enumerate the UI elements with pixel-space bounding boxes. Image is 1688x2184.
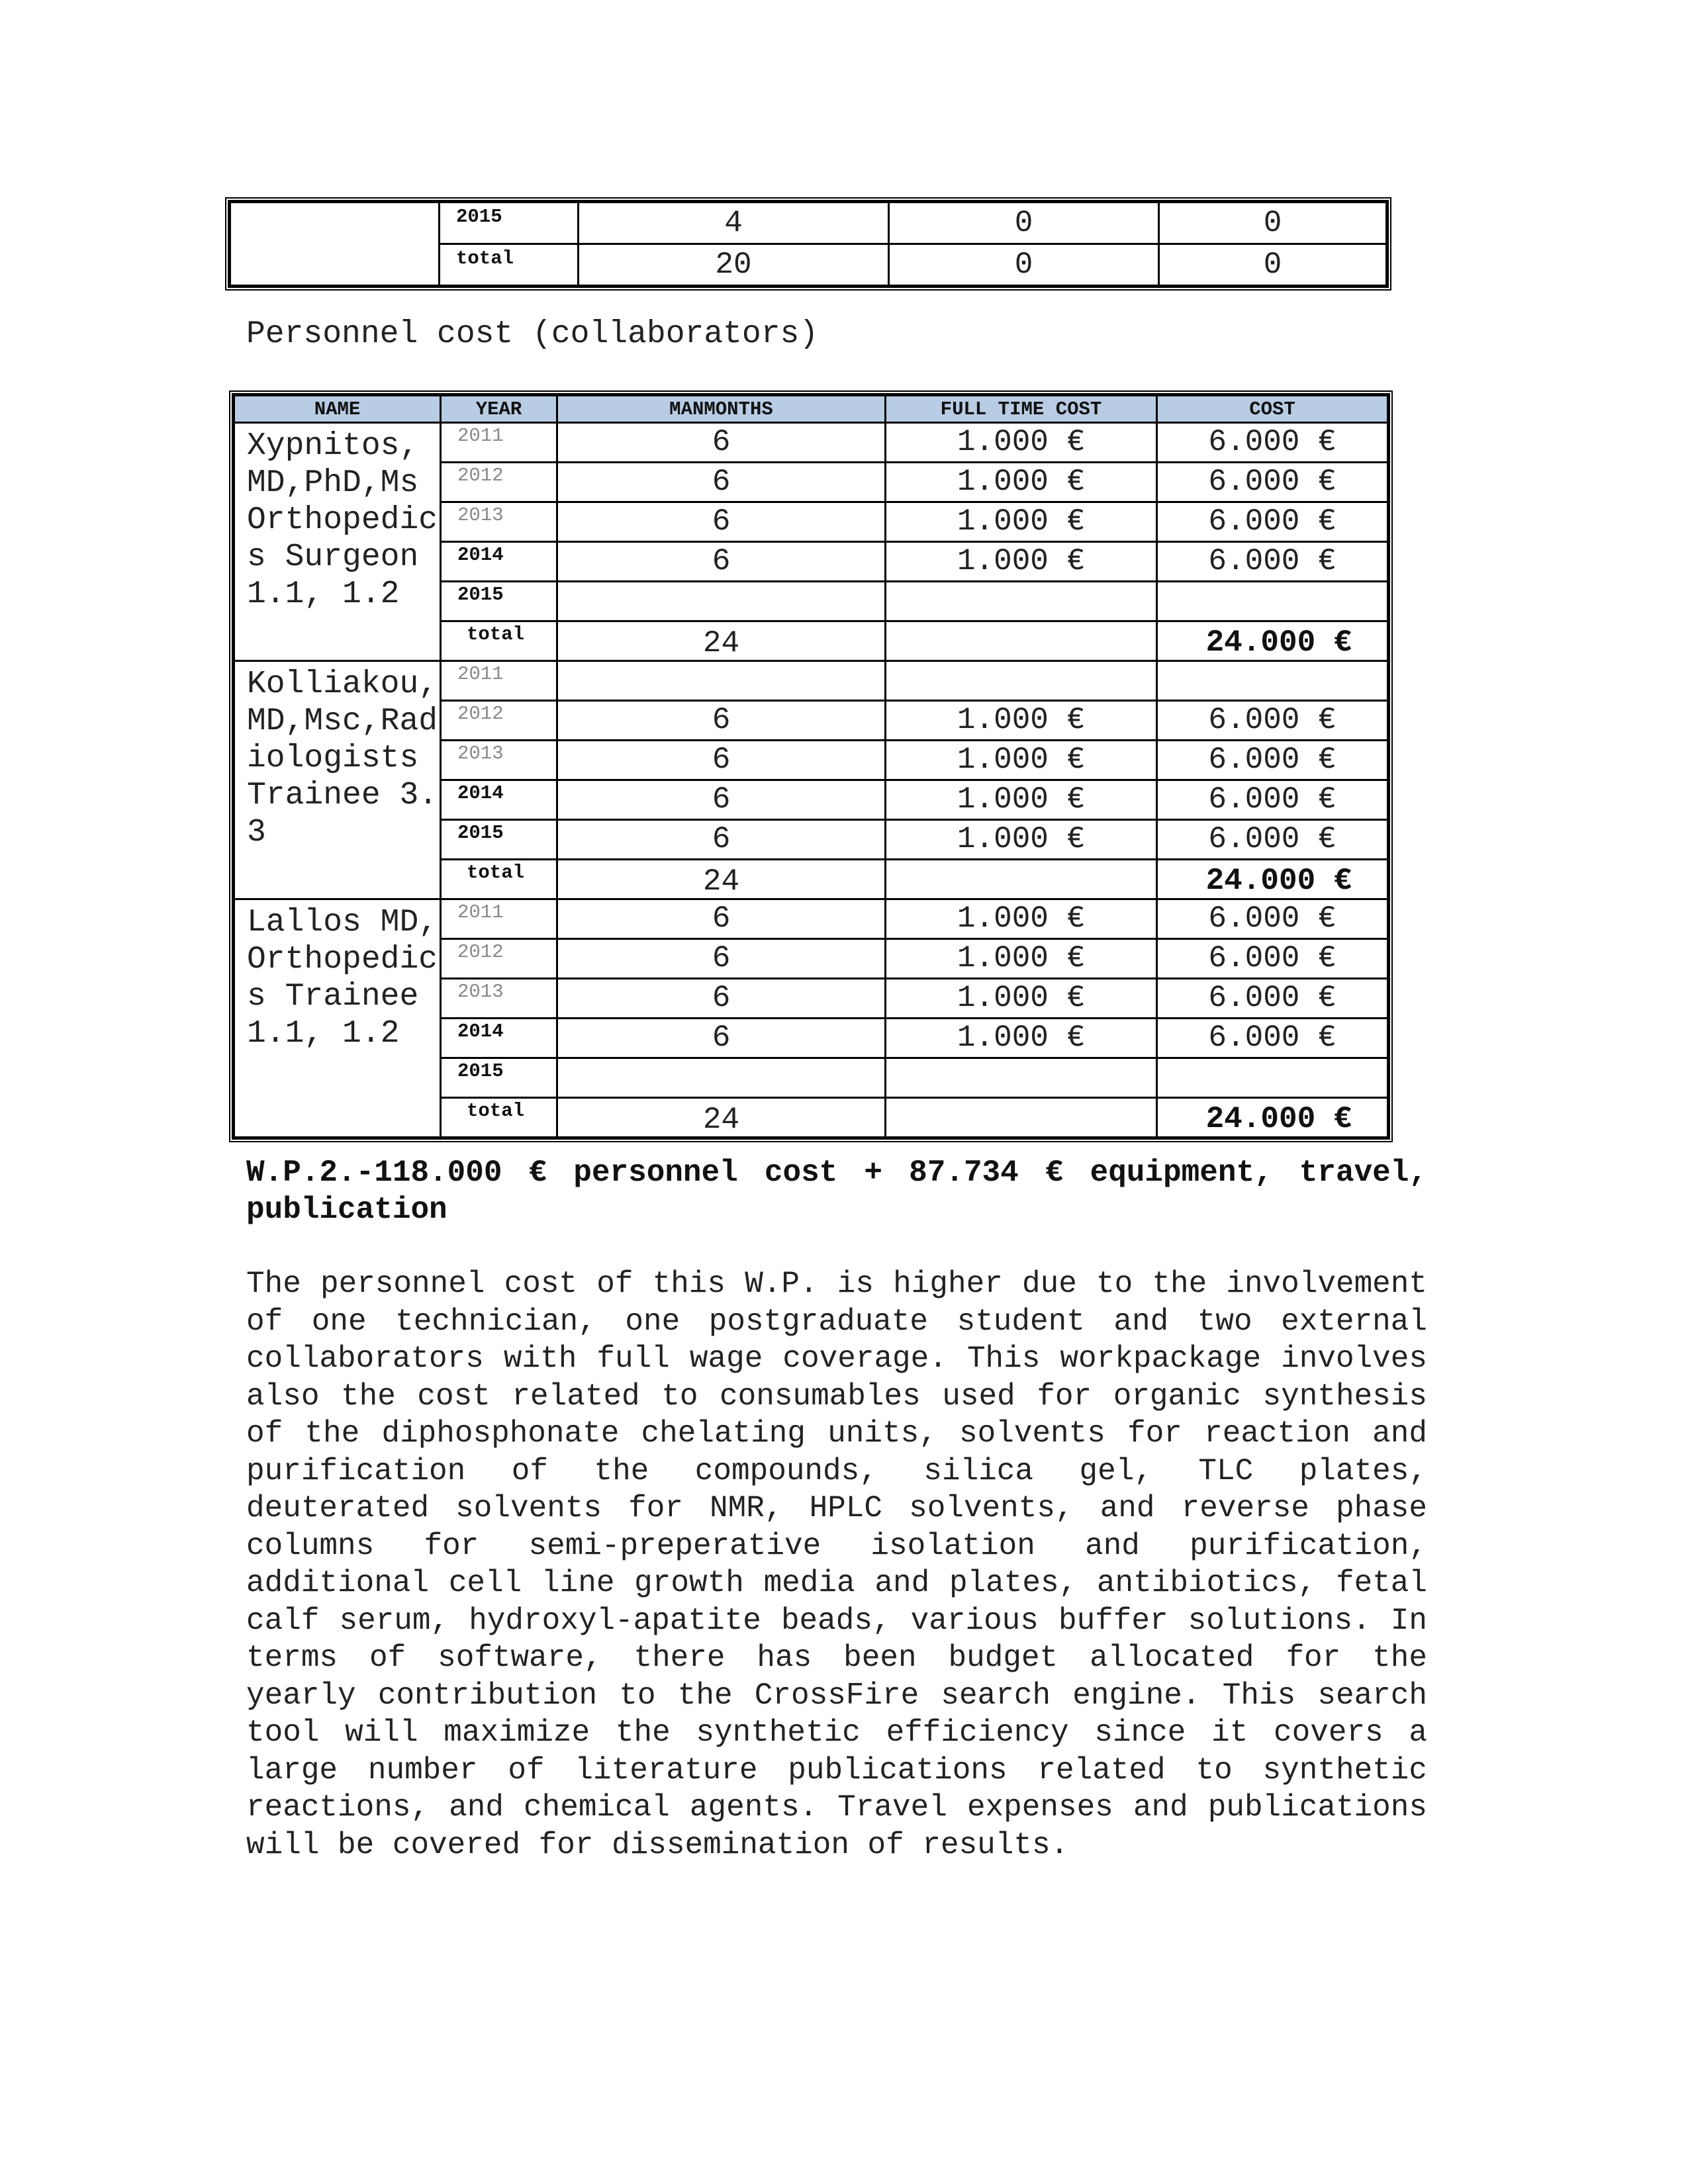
- manmonths-cell: 6: [557, 939, 886, 979]
- header-full-time-cost: FULL TIME COST: [886, 396, 1157, 423]
- cost-cell: 6.000 €: [1157, 1019, 1388, 1058]
- full-time-cost-cell: [886, 1058, 1157, 1098]
- total-cost-cell: 24.000 €: [1157, 860, 1388, 899]
- full-time-cost-cell: 1.000 €: [886, 899, 1157, 939]
- empty-name-cell: [230, 203, 440, 286]
- cost-cell: [1157, 582, 1388, 621]
- manmonths-cell: 24: [557, 621, 886, 661]
- full-time-cost-cell: 1.000 €: [886, 701, 1157, 741]
- manmonths-cell: 24: [557, 860, 886, 899]
- cost-cell: 6.000 €: [1157, 820, 1388, 860]
- year-cell: 2015: [441, 820, 557, 860]
- year-cell: 2015: [440, 203, 579, 244]
- cost-cell: 6.000 €: [1157, 502, 1388, 542]
- cost-cell: 6.000 €: [1157, 780, 1388, 820]
- year-cell: 2014: [441, 1019, 557, 1058]
- manmonths-cell: [557, 1058, 886, 1098]
- header-manmonths: MANMONTHS: [557, 396, 886, 423]
- manmonths-cell: 6: [557, 463, 886, 502]
- full-time-cost-cell: [886, 860, 1157, 899]
- manmonths-cell: 4: [579, 203, 889, 244]
- year-cell: 2011: [441, 661, 557, 701]
- manmonths-cell: 6: [557, 820, 886, 860]
- header-name: NAME: [234, 396, 441, 423]
- manmonths-cell: 20: [579, 244, 889, 286]
- cost-cell: 6.000 €: [1157, 741, 1388, 780]
- year-cell: total: [441, 621, 557, 661]
- manmonths-cell: 6: [557, 423, 886, 463]
- cost-cell: 6.000 €: [1157, 979, 1388, 1019]
- full-time-cost-cell: [886, 582, 1157, 621]
- cost-cell: 6.000 €: [1157, 463, 1388, 502]
- value-cell: 0: [1159, 203, 1387, 244]
- full-time-cost-cell: [886, 1098, 1157, 1138]
- full-time-cost-cell: 1.000 €: [886, 741, 1157, 780]
- cost-cell: [1157, 661, 1388, 701]
- collaborator-name: Kolliakou, MD,Msc,Radiologists Trainee 3.3: [234, 661, 441, 899]
- table-row: [230, 203, 1387, 244]
- total-cost-cell: 24.000 €: [1157, 621, 1388, 661]
- header-year: YEAR: [441, 396, 557, 423]
- full-time-cost-cell: [886, 661, 1157, 701]
- collaborator-name: Xypnitos, MD,PhD,Ms Orthopedics Surgeon 1.1, 1.2: [234, 423, 441, 661]
- manmonths-cell: 6: [557, 701, 886, 741]
- manmonths-cell: 6: [557, 542, 886, 582]
- year-cell: 2013: [441, 741, 557, 780]
- collaborators-table: [233, 394, 1389, 1138]
- collaborators-table-wrapper: [229, 390, 1393, 1142]
- full-time-cost-cell: 1.000 €: [886, 502, 1157, 542]
- year-cell: 2015: [441, 1058, 557, 1098]
- manmonths-cell: 6: [557, 979, 886, 1019]
- year-cell: 2011: [441, 423, 557, 463]
- year-cell: 2012: [441, 939, 557, 979]
- manmonths-cell: 6: [557, 899, 886, 939]
- year-cell: 2015: [441, 582, 557, 621]
- year-cell: total: [441, 1098, 557, 1138]
- work-package-heading: W.P.2.-118.000 € personnel cost + 87.734 € equipment, travel, publication: [246, 1156, 1427, 1227]
- table-header-row: [234, 396, 1388, 423]
- manmonths-cell: 6: [557, 1019, 886, 1058]
- section-title: Personnel cost (collaborators): [246, 316, 819, 352]
- full-time-cost-cell: [886, 621, 1157, 661]
- value-cell: 0: [1159, 244, 1387, 286]
- full-time-cost-cell: 1.000 €: [886, 939, 1157, 979]
- manmonths-cell: 24: [557, 1098, 886, 1138]
- table-row: [234, 423, 1388, 463]
- full-time-cost-cell: 1.000 €: [886, 423, 1157, 463]
- full-time-cost-cell: 1.000 €: [886, 979, 1157, 1019]
- year-cell: 2012: [441, 463, 557, 502]
- manmonths-cell: 6: [557, 741, 886, 780]
- cost-cell: 6.000 €: [1157, 939, 1388, 979]
- year-cell: total: [441, 860, 557, 899]
- year-cell: 2014: [441, 542, 557, 582]
- work-package-description: The personnel cost of this W.P. is higher due to the involvement of one technician, one postgraduate student and two external collaborators with full wage coverage. This workpackage involves also the cost related to consumables used for organic synthesis of the diphosphonate chelating units, solvents for reaction and purification of the compounds, silica gel, TLC plates, deuterated solvents for NMR, HPLC solvents, and reverse phase columns for semi-preperative isolation and purification, additional cell line growth media and plates, antibiotics, fetal calf serum, hydroxyl-apatite beads, various buffer solutions. In terms of software, there has been budget allocated for the yearly contribution to the CrossFire search engine. This search tool will maximize the synthetic efficiency since it covers a large number of literature publications related to synthetic reactions, and chemical agents. Travel expenses and publications will be covered for dissemination of results.: [246, 1267, 1427, 1862]
- manmonths-cell: 6: [557, 780, 886, 820]
- full-time-cost-cell: 1.000 €: [886, 820, 1157, 860]
- cost-cell: 6.000 €: [1157, 423, 1388, 463]
- cost-cell: [1157, 1058, 1388, 1098]
- cost-cell: 6.000 €: [1157, 542, 1388, 582]
- year-cell: 2011: [441, 899, 557, 939]
- year-cell: total: [440, 244, 579, 286]
- full-time-cost-cell: 1.000 €: [886, 780, 1157, 820]
- year-cell: 2012: [441, 701, 557, 741]
- year-cell: 2014: [441, 780, 557, 820]
- full-time-cost-cell: 1.000 €: [886, 463, 1157, 502]
- collaborator-name: Lallos MD, Orthopedics Trainee 1.1, 1.2: [234, 899, 441, 1138]
- cost-cell: 6.000 €: [1157, 701, 1388, 741]
- table-row: [234, 899, 1388, 939]
- previous-table: [229, 201, 1387, 287]
- year-cell: 2013: [441, 979, 557, 1019]
- value-cell: 0: [889, 203, 1159, 244]
- table-row: [234, 661, 1388, 701]
- total-cost-cell: 24.000 €: [1157, 1098, 1388, 1138]
- value-cell: 0: [889, 244, 1159, 286]
- previous-table-continuation: [225, 197, 1391, 291]
- manmonths-cell: [557, 582, 886, 621]
- year-cell: 2013: [441, 502, 557, 542]
- header-cost: COST: [1157, 396, 1388, 423]
- manmonths-cell: 6: [557, 502, 886, 542]
- full-time-cost-cell: 1.000 €: [886, 542, 1157, 582]
- manmonths-cell: [557, 661, 886, 701]
- full-time-cost-cell: 1.000 €: [886, 1019, 1157, 1058]
- cost-cell: 6.000 €: [1157, 899, 1388, 939]
